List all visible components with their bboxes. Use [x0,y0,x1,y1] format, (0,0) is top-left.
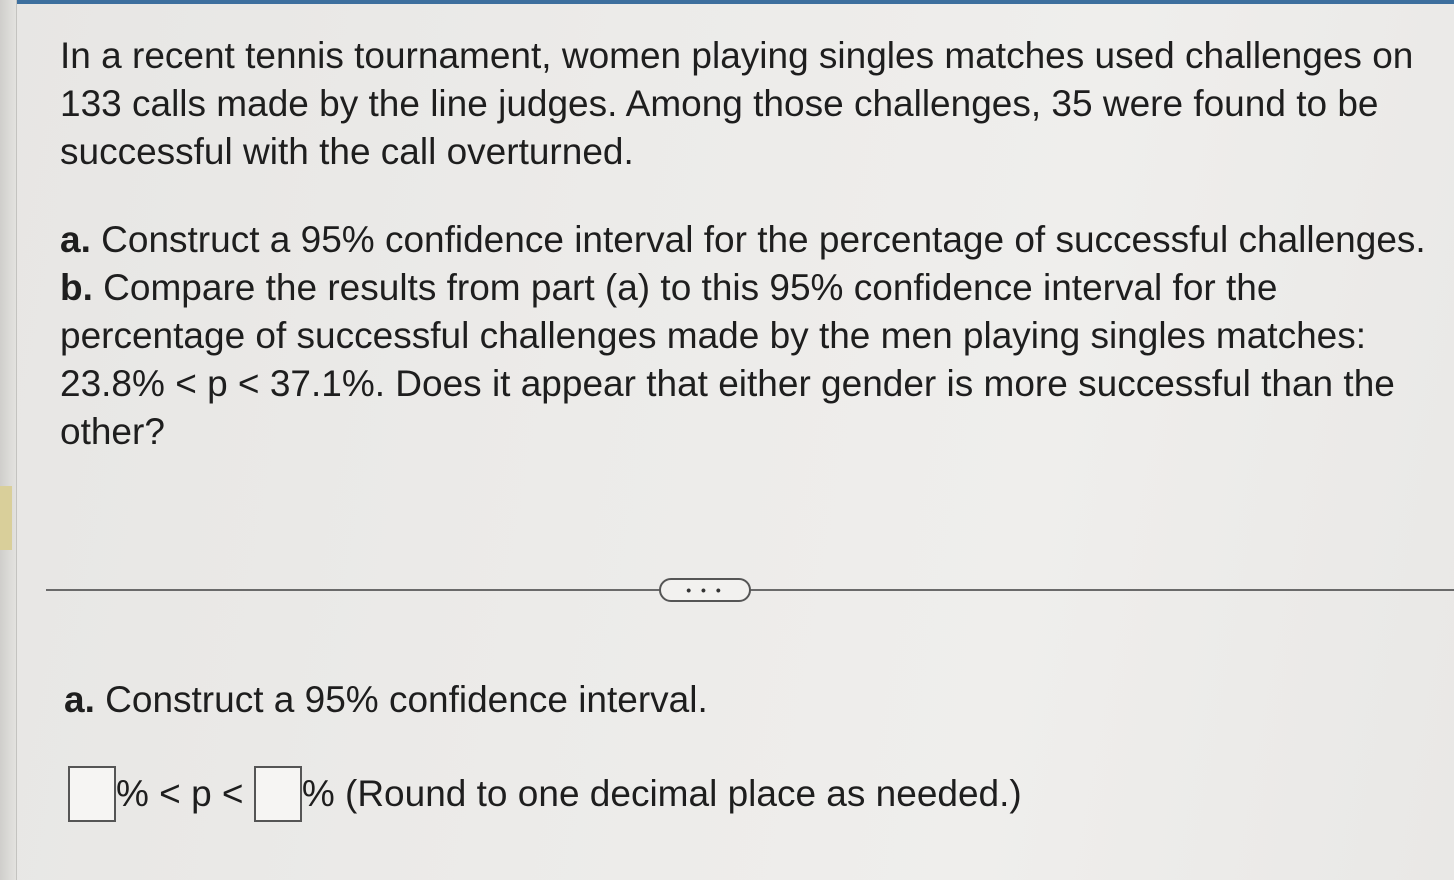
p-symbol: p [191,773,212,814]
problem-intro: In a recent tennis tournament, women playing singles matches used challenges on 133 calls made by the line judges. Among those challenges, 35 were found to be successful with the call overturned. [60,35,1414,172]
answer-heading-letter: a. [64,679,95,720]
show-more-button[interactable] [659,578,751,602]
part-b-text: Compare the results from part (a) to this 95% confidence interval for the percentage of successful challenges made by the men playing singles matches: 23.8% < p < 37.1%. Does it appear that either gender is more successful than the other? [60,267,1395,452]
part-a-text: Construct a 95% confidence interval for the percentage of successful challenges. [101,219,1426,260]
answer-heading-text: Construct a 95% confidence interval. [105,679,708,720]
question-parts [60,216,1440,456]
part-a-letter: a. [60,219,91,260]
top-strip [0,0,1454,4]
part-b-letter: b. [60,267,93,308]
lower-bound-input[interactable] [68,766,116,822]
left-border [0,0,17,880]
percent-sign-upper: % [301,773,335,814]
rounding-hint: (Round to one decimal place as needed.) [334,773,1022,814]
less-than-1: < [148,773,192,814]
ellipsis-icon: • • • [686,582,724,598]
percent-sign-lower: % [116,773,149,814]
left-accent [0,486,12,550]
part-b-question [60,264,1440,456]
less-than-2: < [211,773,254,814]
upper-bound-input[interactable] [254,766,302,822]
question-content [60,32,1440,456]
answer-row [68,766,1022,822]
part-a-question [60,216,1440,264]
answer-heading [64,676,708,724]
